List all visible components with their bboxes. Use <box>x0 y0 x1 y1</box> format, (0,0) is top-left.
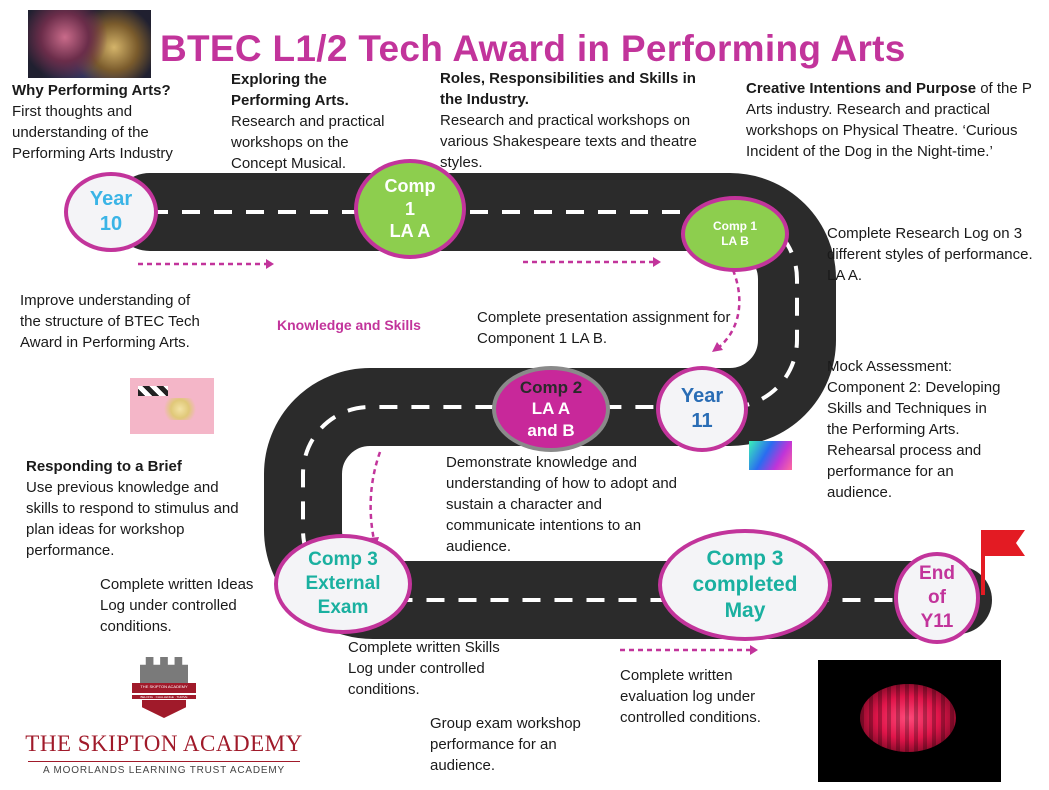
intro-heading: Why Performing Arts? <box>12 82 171 99</box>
brief-body: Use previous knowledge and skills to respond to stimulus and plan ideas for workshop performance. <box>26 479 239 559</box>
milestone-comp1-la-a: Comp 1 LA A <box>354 159 466 259</box>
exploring-heading: Exploring the Performing Arts. <box>231 71 349 109</box>
school-logo <box>14 655 314 783</box>
exploring-block <box>231 69 406 174</box>
logo-name: THE SKIPTON ACADEMY <box>25 731 303 756</box>
milestone-comp3-completed: Comp 3 completed May <box>658 529 832 641</box>
note-knowledge-skills: Knowledge and Skills <box>277 317 421 333</box>
crest-banner-text: THE SKIPTON ACADEMY <box>140 684 188 689</box>
brief-heading: Responding to a Brief <box>26 458 182 475</box>
note-group-exam: Group exam workshop performance for an audience. <box>430 715 581 774</box>
clapperboard-image <box>130 378 214 434</box>
masks-image <box>28 10 151 78</box>
creative-body: of the P Arts industry. Research and practical workshops on Physical Theatre. ‘Curious Incident of the Dog in the Night-time.’ <box>746 80 1032 160</box>
arrow-5-head <box>750 645 758 655</box>
crest-motto-text: BELONG · CHALLENGE · THRIVE <box>132 695 196 699</box>
stage-curtain-image <box>818 660 1001 782</box>
note-demonstrate: Demonstrate knowledge and understanding of how to adopt and sustain a character and communicate intentions to an audience. <box>446 454 678 555</box>
milestone-year11: Year 11 <box>656 366 748 452</box>
milestone-comp3-exam: Comp 3 External Exam <box>274 534 412 634</box>
note-presentation: Complete presentation assignment for Component 1 LA B. <box>477 309 731 347</box>
arrow-1-head <box>266 259 274 269</box>
roles-block <box>440 68 705 173</box>
note-mock: Mock Assessment: Component 2: Developing Skills and Techniques in the Performing Arts. Rehearsal process and performance for an audience. <box>827 358 1001 501</box>
intro-body: First thoughts and understanding of the Performing Arts Industry <box>12 103 173 162</box>
intro-block <box>12 80 177 164</box>
note-skills-log: Complete written Skills Log under controlled conditions. <box>348 639 500 698</box>
dancer-image <box>749 441 792 470</box>
note-ideas-log: Complete written Ideas Log under controlled conditions. <box>100 576 254 635</box>
roles-heading: Roles, Responsibilities and Skills in the Industry. <box>440 70 696 108</box>
flag-icon <box>985 530 1025 556</box>
milestone-comp1-la-b: Comp 1 LA B <box>681 196 789 272</box>
arrow-2-head <box>653 257 661 267</box>
crest-icon <box>136 657 192 721</box>
milestone-year10: Year 10 <box>64 172 158 252</box>
logo-tagline: A MOORLANDS LEARNING TRUST ACADEMY <box>43 765 285 776</box>
note-evaluation-log: Complete written evaluation log under controlled conditions. <box>620 667 761 726</box>
arrow-4 <box>371 452 380 540</box>
creative-heading: Creative Intentions and Purpose <box>746 80 977 97</box>
brief-block <box>26 456 246 561</box>
note-improve: Improve understanding of the structure of BTEC Tech Award in Performing Arts. <box>20 292 200 351</box>
note-research-log: Complete Research Log on 3 different styles of performance. LA A. <box>827 225 1033 284</box>
milestone-comp2: Comp 2 LA A and B <box>492 366 610 452</box>
creative-block <box>746 78 1036 162</box>
page-title: BTEC L1/2 Tech Award in Performing Arts <box>160 28 906 69</box>
exploring-body: Research and practical workshops on the Concept Musical. <box>231 113 385 172</box>
roles-body: Research and practical workshops on various Shakespeare texts and theatre styles. <box>440 112 697 171</box>
milestone-end: End of Y11 <box>894 552 980 644</box>
